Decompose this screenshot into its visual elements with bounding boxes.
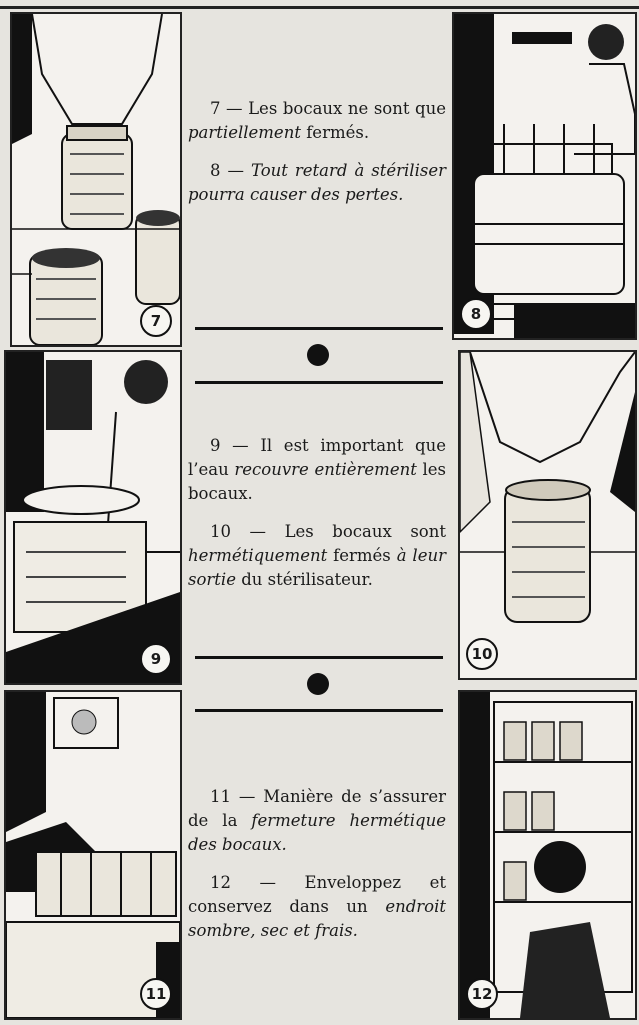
text-run: fermés (327, 546, 397, 565)
divider-rule (195, 381, 443, 384)
step-number-badge: 7 (140, 305, 172, 337)
illustration-10 (458, 350, 637, 680)
text-run: 9 — Il est important que l’eau (188, 436, 446, 479)
step-number-badge: 10 (466, 638, 498, 670)
divider-dot (307, 673, 329, 695)
italic-text-run: partiellement (188, 123, 301, 142)
illustration-9 (4, 350, 182, 685)
text-run: 10 — Les bocaux sont (210, 522, 446, 541)
woman-sterilizing-jars-drawing (6, 352, 180, 683)
text-run: 8 — (210, 161, 251, 180)
italic-text-run: fermeture hermétique des bocaux. (188, 811, 446, 854)
illustration-11 (4, 690, 182, 1020)
step-8-text (188, 159, 446, 207)
jars-partially-closed-drawing (12, 14, 180, 345)
step-number-badge: 11 (140, 978, 172, 1010)
text-run: du stérilisateur. (235, 570, 373, 589)
divider-rule (195, 656, 443, 659)
step-number-badge: 12 (466, 978, 498, 1010)
step-7-text (188, 97, 446, 145)
divider-rule (195, 709, 443, 712)
text-run: 7 — Les bocaux ne sont que (210, 99, 446, 118)
illustration-8 (452, 12, 637, 340)
divider-rule (195, 327, 443, 330)
text-run: 11 — Manière de s’assurer de la (188, 787, 446, 830)
hands-closing-jar-drawing (460, 352, 635, 678)
woman-storing-jars-in-cupboard-drawing (460, 692, 635, 1018)
caption-block-1 (188, 97, 446, 221)
illustration-12 (458, 690, 637, 1020)
italic-text-run: endroit sombre, sec et frais. (188, 897, 446, 940)
sterilizer-with-rack-drawing (454, 14, 635, 338)
italic-text-run: à leur sortie (188, 546, 446, 589)
top-rule (0, 6, 639, 9)
step-12-text (188, 871, 446, 943)
divider-dot (307, 344, 329, 366)
text-run: fermés. (300, 123, 370, 142)
italic-text-run: Tout retard à stériliser pourra causer des pertes. (188, 161, 446, 204)
text-run: 12 — Enveloppez et conservez dans un (188, 873, 446, 916)
text-run: les bocaux. (188, 460, 446, 503)
step-number-badge: 8 (460, 298, 492, 330)
step-9-text (188, 434, 446, 506)
step-11-text (188, 785, 446, 857)
italic-text-run: recouvre entièrement (234, 460, 417, 479)
woman-checking-jars-drawing (6, 692, 180, 1018)
illustration-7 (10, 12, 182, 347)
step-number-badge: 9 (140, 643, 172, 675)
step-10-text (188, 520, 446, 592)
italic-text-run: hermétiquement (188, 546, 328, 565)
caption-block-3 (188, 785, 446, 957)
caption-block-2 (188, 434, 446, 606)
